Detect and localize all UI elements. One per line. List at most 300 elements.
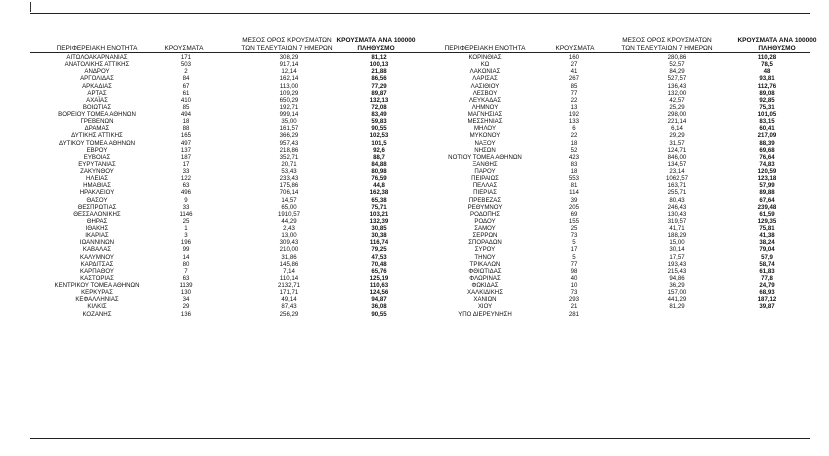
per100k-value: 103,21 <box>369 210 389 218</box>
region-name: ΚΟΡΙΝΘΙΑΣ <box>468 54 502 61</box>
cases-value: 77 <box>570 260 578 268</box>
avg-value: 441,29 <box>667 296 687 304</box>
avg-value: 124,71 <box>667 146 687 154</box>
per100k-value: 81,12 <box>371 54 387 61</box>
avg-value: 81,29 <box>669 303 685 311</box>
cases-value: 10 <box>570 282 578 289</box>
per100k-value: 89,88 <box>759 189 775 197</box>
header-per100k-right: ΚΡΟΥΣΜΑΤΑ ΑΝΑ 100000 ΠΛΗΘΥΣΜΟ <box>737 37 817 52</box>
per100k-value: 57,99 <box>759 182 775 190</box>
per100k-value: 88,39 <box>759 139 775 147</box>
cases-value: 410 <box>180 96 192 104</box>
avg-value: 917,14 <box>279 61 299 69</box>
cases-value: 17 <box>570 246 578 254</box>
per100k-value: 77,8 <box>761 274 773 282</box>
region-name: ΑΙΤΩΛΟΑΚΑΡΝΑΝΙΑΣ <box>66 54 128 61</box>
per100k-value: 70,48 <box>371 260 387 268</box>
avg-value: 192,71 <box>279 103 299 111</box>
per100k-value: 30,85 <box>371 225 387 232</box>
per100k-value: 102,53 <box>369 132 389 140</box>
avg-value: 188,29 <box>667 232 687 240</box>
per100k-value: 39,87 <box>759 303 775 311</box>
header-cases-left: ΚΡΟΥΣΜΑΤΑ <box>164 45 204 52</box>
cases-value: 88 <box>182 125 190 133</box>
region-name: ΣΕΡΡΩΝ <box>472 232 498 240</box>
per100k-value: 112,76 <box>757 82 777 90</box>
per100k-value: 83,49 <box>371 111 387 118</box>
avg-value: 25,29 <box>669 103 685 111</box>
per100k-value: 65,38 <box>371 196 387 204</box>
cases-value: 81 <box>570 182 578 190</box>
region-name: ΞΑΝΘΗΣ <box>472 160 498 168</box>
avg-value: 30,14 <box>669 246 685 254</box>
avg-value: 171,71 <box>279 289 299 297</box>
per100k-value: 90,55 <box>371 125 387 133</box>
avg-value: 218,86 <box>279 146 299 154</box>
region-name: ΜΑΓΝΗΣΙΑΣ <box>467 111 503 118</box>
per100k-value: 239,48 <box>757 203 777 211</box>
per100k-value: 38,24 <box>759 239 775 247</box>
avg-value: 80,43 <box>669 196 685 204</box>
per100k-value: 61,83 <box>759 267 775 275</box>
region-name: ΗΡΑΚΛΕΙΟΥ <box>79 189 115 197</box>
avg-value: 130,43 <box>667 210 687 218</box>
avg-value: 162,14 <box>279 75 299 83</box>
per100k-value: 76,64 <box>759 153 775 161</box>
per100k-value: 74,83 <box>759 160 775 168</box>
region-name: ΜΗΛΟΥ <box>473 125 497 133</box>
region-name: ΧΑΛΚΙΔΙΚΗΣ <box>467 289 503 297</box>
region-name: ΝΑΞΟΥ <box>474 139 496 147</box>
header-region-left: ΠΕΡΙΦΕΡΕΙΑΚΗ ΕΝΟΤΗΤΑ <box>56 45 138 52</box>
cases-value: 73 <box>570 232 578 240</box>
header-avg-right: ΜΕΣΟΣ ΟΡΟΣ ΚΡΟΥΣΜΑΤΩΝ ΤΩΝ ΤΕΛΕΥΤΑΙΩΝ 7 ΗΜΕΡΩΝ <box>621 37 713 52</box>
region-name: ΡΟΔΟΠΗΣ <box>470 210 500 218</box>
avg-value: 109,29 <box>279 89 299 97</box>
avg-value: 215,43 <box>667 267 687 275</box>
cases-value: 83 <box>570 160 578 168</box>
region-name: ΣΑΜΟΥ <box>474 225 496 232</box>
cases-value: 130 <box>180 289 192 297</box>
per100k-value: 187,12 <box>757 296 777 304</box>
region-name: ΕΒΡΟΥ <box>86 146 108 154</box>
avg-value: 309,43 <box>279 239 299 247</box>
region-name: ΚΟΖΑΝΗΣ <box>82 310 112 318</box>
avg-value: 2,43 <box>283 225 295 232</box>
per100k-value: 80,98 <box>371 168 387 175</box>
avg-value: 35,00 <box>281 118 297 126</box>
region-name: ΛΑΣΙΘΙΟΥ <box>470 82 500 90</box>
per100k-value: 30,38 <box>371 232 387 240</box>
cases-value: 133 <box>568 118 580 126</box>
cases-value: 1139 <box>179 282 193 289</box>
header-region-right: ΠΕΡΙΦΕΡΕΙΑΚΗ ΕΝΟΤΗΤΑ <box>444 45 526 52</box>
avg-value: 527,57 <box>667 75 687 83</box>
per100k-value: 120,59 <box>757 168 777 175</box>
region-name: ΚΕΡΚΥΡΑΣ <box>81 289 113 297</box>
per100k-value: 124,56 <box>369 289 389 297</box>
cases-value: 22 <box>570 132 578 140</box>
per100k-value: 116,74 <box>369 239 389 247</box>
avg-value: 29,29 <box>669 132 685 140</box>
cases-value: 39 <box>570 196 578 204</box>
avg-value: 161,57 <box>279 125 299 133</box>
cases-value: 85 <box>570 82 578 90</box>
cases-value: 267 <box>568 75 580 83</box>
per100k-value: 60,41 <box>759 125 775 133</box>
avg-value: 17,57 <box>669 253 685 261</box>
cases-value: 25 <box>570 225 578 232</box>
per100k-value: 75,81 <box>759 225 775 232</box>
cases-value: 6 <box>572 125 576 133</box>
avg-value: 2132,71 <box>277 282 301 289</box>
avg-value: 14,57 <box>281 196 297 204</box>
per100k-value: 94,87 <box>371 296 387 304</box>
avg-value: 319,57 <box>667 217 687 225</box>
avg-value: 163,71 <box>667 182 687 190</box>
region-name: ΡΕΘΥΜΝΟΥ <box>467 203 503 211</box>
region-name: ΘΗΡΑΣ <box>86 217 108 225</box>
region-name: ΘΑΣΟΥ <box>86 196 108 204</box>
cases-value: 155 <box>568 217 580 225</box>
avg-value: 193,43 <box>667 260 687 268</box>
region-name: ΝΟΤΙΟΥ ΤΟΜΕΑ ΑΘΗΝΩΝ <box>448 153 522 161</box>
avg-value: 31,86 <box>281 253 297 261</box>
cases-value: 73 <box>570 289 578 297</box>
region-name: ΦΩΚΙΔΑΣ <box>471 282 499 289</box>
avg-value: 136,43 <box>667 82 687 90</box>
avg-value: 12,14 <box>281 68 297 76</box>
cases-value: 192 <box>568 111 580 118</box>
per100k-value: 84,88 <box>371 160 387 168</box>
per100k-value: 93,81 <box>759 75 775 83</box>
cases-value: 171 <box>180 54 192 61</box>
cases-value: 187 <box>180 153 192 161</box>
avg-value: 7,14 <box>283 267 295 275</box>
cases-value: 77 <box>570 89 578 97</box>
region-name: ΑΧΑΪΑΣ <box>86 96 108 104</box>
per100k-value: 67,64 <box>759 196 775 204</box>
cases-value: 80 <box>182 260 190 268</box>
cases-value: 2 <box>184 68 188 76</box>
cases-value: 496 <box>180 189 192 197</box>
region-name: ΒΟΙΩΤΙΑΣ <box>82 103 112 111</box>
per100k-value: 21,88 <box>371 68 387 76</box>
per100k-value: 65,76 <box>371 267 387 275</box>
cases-value: 14 <box>182 253 190 261</box>
avg-value: 366,29 <box>279 132 299 140</box>
per100k-value: 24,79 <box>759 282 775 289</box>
header-avg-left: ΜΕΣΟΣ ΟΡΟΣ ΚΡΟΥΣΜΑΤΩΝ ΤΩΝ ΤΕΛΕΥΤΑΙΩΝ 7 ΗΜΕΡΩΝ <box>241 37 333 52</box>
cases-value: 21 <box>570 303 578 311</box>
cases-value: 553 <box>568 175 580 183</box>
cases-value: 52 <box>570 146 578 154</box>
region-name: ΤΗΝΟΥ <box>474 253 496 261</box>
avg-value: 233,43 <box>279 175 299 183</box>
cases-value: 85 <box>182 103 190 111</box>
header-cases-right: ΚΡΟΥΣΜΑΤΑ <box>555 45 595 52</box>
region-name: ΘΕΣΣΑΛΟΝΙΚΗΣ <box>73 210 121 218</box>
per100k-value: 86,56 <box>371 75 387 83</box>
region-name: ΚΙΛΚΙΣ <box>87 303 107 311</box>
per100k-value: 101,5 <box>371 139 387 147</box>
avg-value: 134,57 <box>667 160 687 168</box>
per100k-value: 61,59 <box>759 210 775 218</box>
per100k-value: 90,55 <box>371 310 387 318</box>
cases-value: 98 <box>570 267 578 275</box>
region-name: ΕΥΒΟΙΑΣ <box>83 153 111 161</box>
per100k-value: 123,18 <box>757 175 777 183</box>
region-name: ΛΕΥΚΑΔΑΣ <box>468 96 502 104</box>
avg-value: 110,14 <box>279 274 299 282</box>
cases-value: 205 <box>568 203 580 211</box>
avg-value: 706,14 <box>279 189 299 197</box>
region-name: ΧΙΟΥ <box>477 303 493 311</box>
per100k-value: 36,08 <box>371 303 387 311</box>
region-name: ΜΥΚΟΝΟΥ <box>469 132 501 140</box>
region-name: ΜΕΣΣΗΝΙΑΣ <box>467 118 503 126</box>
avg-value: 36,29 <box>669 282 685 289</box>
avg-value: 23,14 <box>669 168 685 175</box>
avg-value: 650,29 <box>279 96 299 104</box>
avg-value: 84,29 <box>669 68 685 76</box>
cases-value: 99 <box>182 246 190 254</box>
cases-value: 27 <box>570 61 578 69</box>
cases-value: 33 <box>182 203 190 211</box>
per100k-value: 58,74 <box>759 260 775 268</box>
cases-value: 494 <box>180 111 192 118</box>
region-name: ΘΕΣΠΡΩΤΙΑΣ <box>77 203 117 211</box>
region-name: ΑΡΤΑΣ <box>87 89 107 97</box>
per100k-value: 217,09 <box>757 132 777 140</box>
region-name: ΚΕΦΑΛΛΗΝΙΑΣ <box>75 296 119 304</box>
avg-value: 157,00 <box>667 289 687 297</box>
region-name: ΛΗΜΝΟΥ <box>471 103 499 111</box>
avg-value: 87,43 <box>281 303 297 311</box>
cases-value: 293 <box>568 296 580 304</box>
cases-value: 160 <box>568 54 580 61</box>
avg-value: 298,00 <box>667 111 687 118</box>
avg-value: 352,71 <box>279 153 299 161</box>
avg-value: 13,00 <box>281 232 297 240</box>
cases-value: 497 <box>180 139 192 147</box>
cases-value: 281 <box>568 310 580 318</box>
per100k-value: 41,38 <box>759 232 775 240</box>
region-name: ΡΟΔΟΥ <box>474 217 496 225</box>
cases-value: 29 <box>182 303 190 311</box>
region-name: ΑΝΑΤΟΛΙΚΗΣ ΑΤΤΙΚΗΣ <box>64 61 130 69</box>
region-name: ΗΜΑΘΙΑΣ <box>83 182 111 190</box>
avg-value: 957,43 <box>279 139 299 147</box>
cases-value: 18 <box>182 118 190 126</box>
per100k-value: 78,5 <box>761 61 773 69</box>
avg-value: 246,43 <box>667 203 687 211</box>
region-name: ΤΡΙΚΑΛΩΝ <box>469 260 501 268</box>
avg-value: 52,57 <box>669 61 685 69</box>
region-name: ΚΑΣΤΟΡΙΑΣ <box>80 274 114 282</box>
avg-value: 308,29 <box>279 54 299 61</box>
avg-value: 113,00 <box>279 82 299 90</box>
per100k-value: 92,6 <box>373 146 385 154</box>
avg-value: 1062,57 <box>665 175 689 183</box>
region-name: ΥΠΟ ΔΙΕΡΕΥΝΗΣΗ <box>458 310 512 318</box>
per100k-value: 47,53 <box>371 253 387 261</box>
region-name: ΔΥΤΙΚΗΣ ΑΤΤΙΚΗΣ <box>71 132 123 140</box>
header-per100k-left: ΚΡΟΥΣΜΑΤΑ ΑΝΑ 100000 ΠΛΗΘΥΣΜΟ <box>336 37 416 52</box>
region-name: ΠΡΕΒΕΖΑΣ <box>468 196 502 204</box>
per100k-value: 69,68 <box>759 146 775 154</box>
per100k-value: 83,15 <box>759 118 775 126</box>
region-name: ΠΕΙΡΑΙΩΣ <box>471 175 499 183</box>
avg-value: 6,14 <box>671 125 683 133</box>
cases-value: 503 <box>180 61 192 69</box>
per100k-value: 75,71 <box>371 203 387 211</box>
cases-value: 41 <box>570 68 578 76</box>
region-name: ΚΑΒΑΛΑΣ <box>82 246 112 254</box>
cases-value: 18 <box>570 168 578 175</box>
per100k-value: 68,93 <box>759 289 775 297</box>
avg-value: 20,71 <box>281 160 297 168</box>
region-name: ΧΑΝΙΩΝ <box>473 296 497 304</box>
region-name: ΚΑΡΔΙΤΣΑΣ <box>80 260 114 268</box>
per100k-value: 72,08 <box>371 103 387 111</box>
region-name: ΣΥΡΟΥ <box>474 246 496 254</box>
cases-value: 33 <box>182 168 190 175</box>
avg-value: 49,14 <box>281 296 297 304</box>
per100k-value: 79,25 <box>371 246 387 254</box>
cases-value: 63 <box>182 274 190 282</box>
region-name: ΦΘΙΩΤΙΔΑΣ <box>468 267 502 275</box>
avg-value: 44,29 <box>281 217 297 225</box>
region-name: ΠΙΕΡΙΑΣ <box>473 189 497 197</box>
cases-value: 5 <box>572 239 576 247</box>
cases-value: 84 <box>182 75 190 83</box>
cases-value: 1 <box>184 225 188 232</box>
cases-value: 114 <box>569 189 579 197</box>
region-name: ΓΡΕΒΕΝΩΝ <box>80 118 114 126</box>
per100k-value: 132,39 <box>369 217 389 225</box>
avg-value: 221,14 <box>667 118 687 126</box>
region-name: ΗΛΕΙΑΣ <box>85 175 109 183</box>
per100k-value: 79,04 <box>759 246 775 254</box>
region-name: ΚΑΛΥΜΝΟΥ <box>80 253 114 261</box>
region-name: ΑΡΚΑΔΙΑΣ <box>82 82 112 90</box>
avg-value: 41,71 <box>669 225 685 232</box>
region-name: ΛΑΚΩΝΙΑΣ <box>469 68 501 76</box>
cases-value: 17 <box>182 160 190 168</box>
avg-value: 31,57 <box>669 139 685 147</box>
region-name: ΠΑΡΟΥ <box>474 168 496 175</box>
cases-value: 196 <box>180 239 192 247</box>
cases-value: 137 <box>180 146 192 154</box>
cases-value: 122 <box>180 175 192 183</box>
cases-value: 13 <box>570 103 578 111</box>
cases-value: 5 <box>572 253 576 261</box>
per100k-value: 89,87 <box>371 89 387 97</box>
per100k-value: 100,13 <box>369 61 389 69</box>
region-name: ΝΗΣΩΝ <box>474 146 496 154</box>
avg-value: 53,43 <box>281 168 297 175</box>
cases-value: 423 <box>568 153 580 161</box>
avg-value: 132,00 <box>667 89 687 97</box>
region-name: ΔΥΤΙΚΟΥ ΤΟΜΕΑ ΑΘΗΝΩΝ <box>58 139 136 147</box>
table-bottom-rule <box>30 438 810 439</box>
region-name: ΖΑΚΥΝΘΟΥ <box>80 168 114 175</box>
avg-value: 210,00 <box>279 246 299 254</box>
cases-value: 3 <box>184 232 188 240</box>
avg-value: 94,86 <box>669 274 685 282</box>
per100k-value: 125,19 <box>369 274 389 282</box>
region-name: ΣΠΟΡΑΔΩΝ <box>468 239 502 247</box>
region-name: ΚΕΝΤΡΙΚΟΥ ΤΟΜΕΑ ΑΘΗΝΩΝ <box>54 282 140 289</box>
per100k-value: 88,7 <box>373 153 385 161</box>
per100k-value: 129,35 <box>757 217 777 225</box>
avg-value: 255,71 <box>667 189 687 197</box>
per100k-value: 92,85 <box>759 96 775 104</box>
avg-value: 15,00 <box>669 239 685 247</box>
per100k-value: 89,08 <box>759 89 775 97</box>
cases-value: 18 <box>570 139 578 147</box>
cases-value: 25 <box>182 217 190 225</box>
avg-value: 65,00 <box>281 203 297 211</box>
cases-value: 9 <box>184 196 188 204</box>
region-name: ΛΑΡΙΣΑΣ <box>472 75 498 83</box>
cases-value: 69 <box>570 210 578 218</box>
per100k-value: 132,13 <box>369 96 389 104</box>
per100k-value: 44,8 <box>373 182 385 190</box>
per100k-value: 162,38 <box>369 189 389 197</box>
cases-value: 61 <box>182 89 190 97</box>
region-name: ΚΑΡΠΑΘΟΥ <box>80 267 114 275</box>
per100k-value: 57,9 <box>761 253 773 261</box>
region-name: ΙΘΑΚΗΣ <box>85 225 109 232</box>
region-name: ΙΚΑΡΙΑΣ <box>85 232 109 240</box>
cases-value: 7 <box>184 267 188 275</box>
region-name: ΦΛΩΡΙΝΑΣ <box>469 274 501 282</box>
per100k-value: 48 <box>763 68 771 76</box>
region-name: ΕΥΡΥΤΑΝΙΑΣ <box>78 160 116 168</box>
region-name: ΔΡΑΜΑΣ <box>84 125 110 133</box>
per100k-value: 101,05 <box>757 111 777 118</box>
region-name: ΑΝΔΡΟΥ <box>84 68 110 76</box>
region-name: ΚΩ <box>480 61 490 69</box>
per100k-value: 75,31 <box>759 103 775 111</box>
table-top-rule <box>30 13 810 14</box>
region-name: ΑΡΓΟΛΙΔΑΣ <box>80 75 114 83</box>
per100k-value: 59,83 <box>371 118 387 126</box>
avg-value: 280,86 <box>667 54 687 61</box>
cases-value: 136 <box>180 310 192 318</box>
region-name: ΠΕΛΛΑΣ <box>472 182 498 190</box>
region-name: ΙΩΑΝΝΙΝΩΝ <box>79 239 115 247</box>
cases-value: 40 <box>570 274 578 282</box>
cases-value: 165 <box>180 132 192 140</box>
per100k-value: 110,63 <box>369 282 389 289</box>
per100k-value: 110,28 <box>757 54 777 61</box>
per100k-value: 77,29 <box>371 82 387 90</box>
cases-value: 1146 <box>179 210 193 218</box>
per100k-value: 76,59 <box>371 175 387 183</box>
avg-value: 1910,57 <box>277 210 301 218</box>
cases-value: 34 <box>182 296 190 304</box>
avg-value: 256,29 <box>279 310 299 318</box>
cases-value: 63 <box>182 182 190 190</box>
avg-value: 175,86 <box>279 182 299 190</box>
avg-value: 846,00 <box>667 153 687 161</box>
avg-value: 999,14 <box>279 111 299 118</box>
cases-value: 22 <box>570 96 578 104</box>
avg-value: 145,86 <box>279 260 299 268</box>
